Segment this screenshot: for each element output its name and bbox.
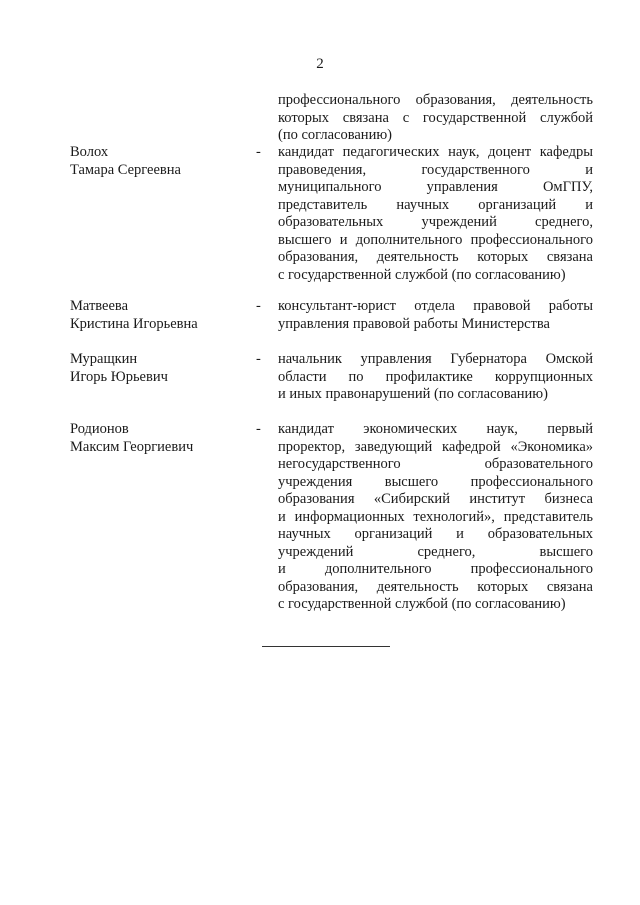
text-line: области по профилактике коррупционных — [278, 368, 593, 385]
member-given-names: Игорь Юрьевич — [70, 368, 168, 385]
text-line: правоведения, государственного и — [278, 161, 593, 178]
member-description — [278, 144, 593, 284]
member-given-names: Кристина Игорьевна — [70, 315, 198, 332]
member-description — [278, 421, 593, 614]
member-name — [70, 298, 250, 333]
text-line: профессионального образования, деятельность — [278, 92, 593, 108]
dash-separator: - — [256, 421, 261, 437]
text-line: проректор, заведующий кафедрой «Экономика» — [278, 438, 593, 455]
text-line: муниципального управления ОмГПУ, — [278, 179, 593, 195]
text-line: кандидат педагогических наук, доцент кафедры — [278, 144, 593, 160]
member-surname: Родионов — [70, 421, 129, 437]
member-description — [278, 351, 593, 404]
text-line: образовательных учреждений среднего, — [278, 214, 593, 230]
text-line: с государственной службой (по согласованию) — [278, 266, 566, 283]
text-line: которых связана с государственной службой — [278, 109, 593, 126]
text-line: консультант-юрист отдела правовой работы — [278, 298, 593, 314]
text-line: научных организаций и образовательных — [278, 526, 593, 542]
text-line: (по согласованию) — [278, 127, 392, 143]
member-surname: Муращкин — [70, 351, 138, 367]
continuation-text — [278, 92, 593, 145]
text-line: начальник управления Губернатора Омской — [278, 351, 593, 367]
end-divider — [262, 646, 390, 647]
member-name — [70, 351, 250, 386]
text-line: образования «Сибирский институт бизнеса — [278, 491, 593, 507]
text-line: негосударственного образовательного — [278, 456, 593, 472]
text-line: с государственной службой (по согласованию) — [278, 596, 566, 612]
text-line: образования, деятельность которых связана — [278, 249, 593, 265]
text-line: представитель научных организаций и — [278, 196, 593, 213]
text-line: и информационных технологий», представитель — [278, 508, 593, 525]
text-line: и дополнительного профессионального — [278, 561, 593, 577]
text-line: кандидат экономических наук, первый — [278, 421, 593, 437]
text-line: учреждений среднего, высшего — [278, 543, 593, 560]
dash-separator: - — [256, 298, 261, 314]
member-given-names: Максим Георгиевич — [70, 438, 194, 455]
dash-separator: - — [256, 351, 261, 367]
member-surname: Матвеева — [70, 298, 129, 314]
member-surname: Волох — [70, 144, 109, 160]
dash-separator: - — [256, 144, 261, 160]
text-line: высшего и дополнительного профессионального — [278, 231, 593, 248]
member-given-names: Тамара Сергеевна — [70, 161, 181, 178]
text-line: и иных правонарушений (по согласованию) — [278, 386, 548, 402]
text-line: управления правовой работы Министерства — [278, 315, 550, 332]
text-line: образования, деятельность которых связана — [278, 578, 593, 595]
text-line: учреждения высшего профессионального — [278, 473, 593, 490]
member-name — [70, 421, 250, 456]
page-number: 2 — [316, 56, 324, 72]
member-description — [278, 298, 593, 333]
member-name — [70, 144, 250, 179]
